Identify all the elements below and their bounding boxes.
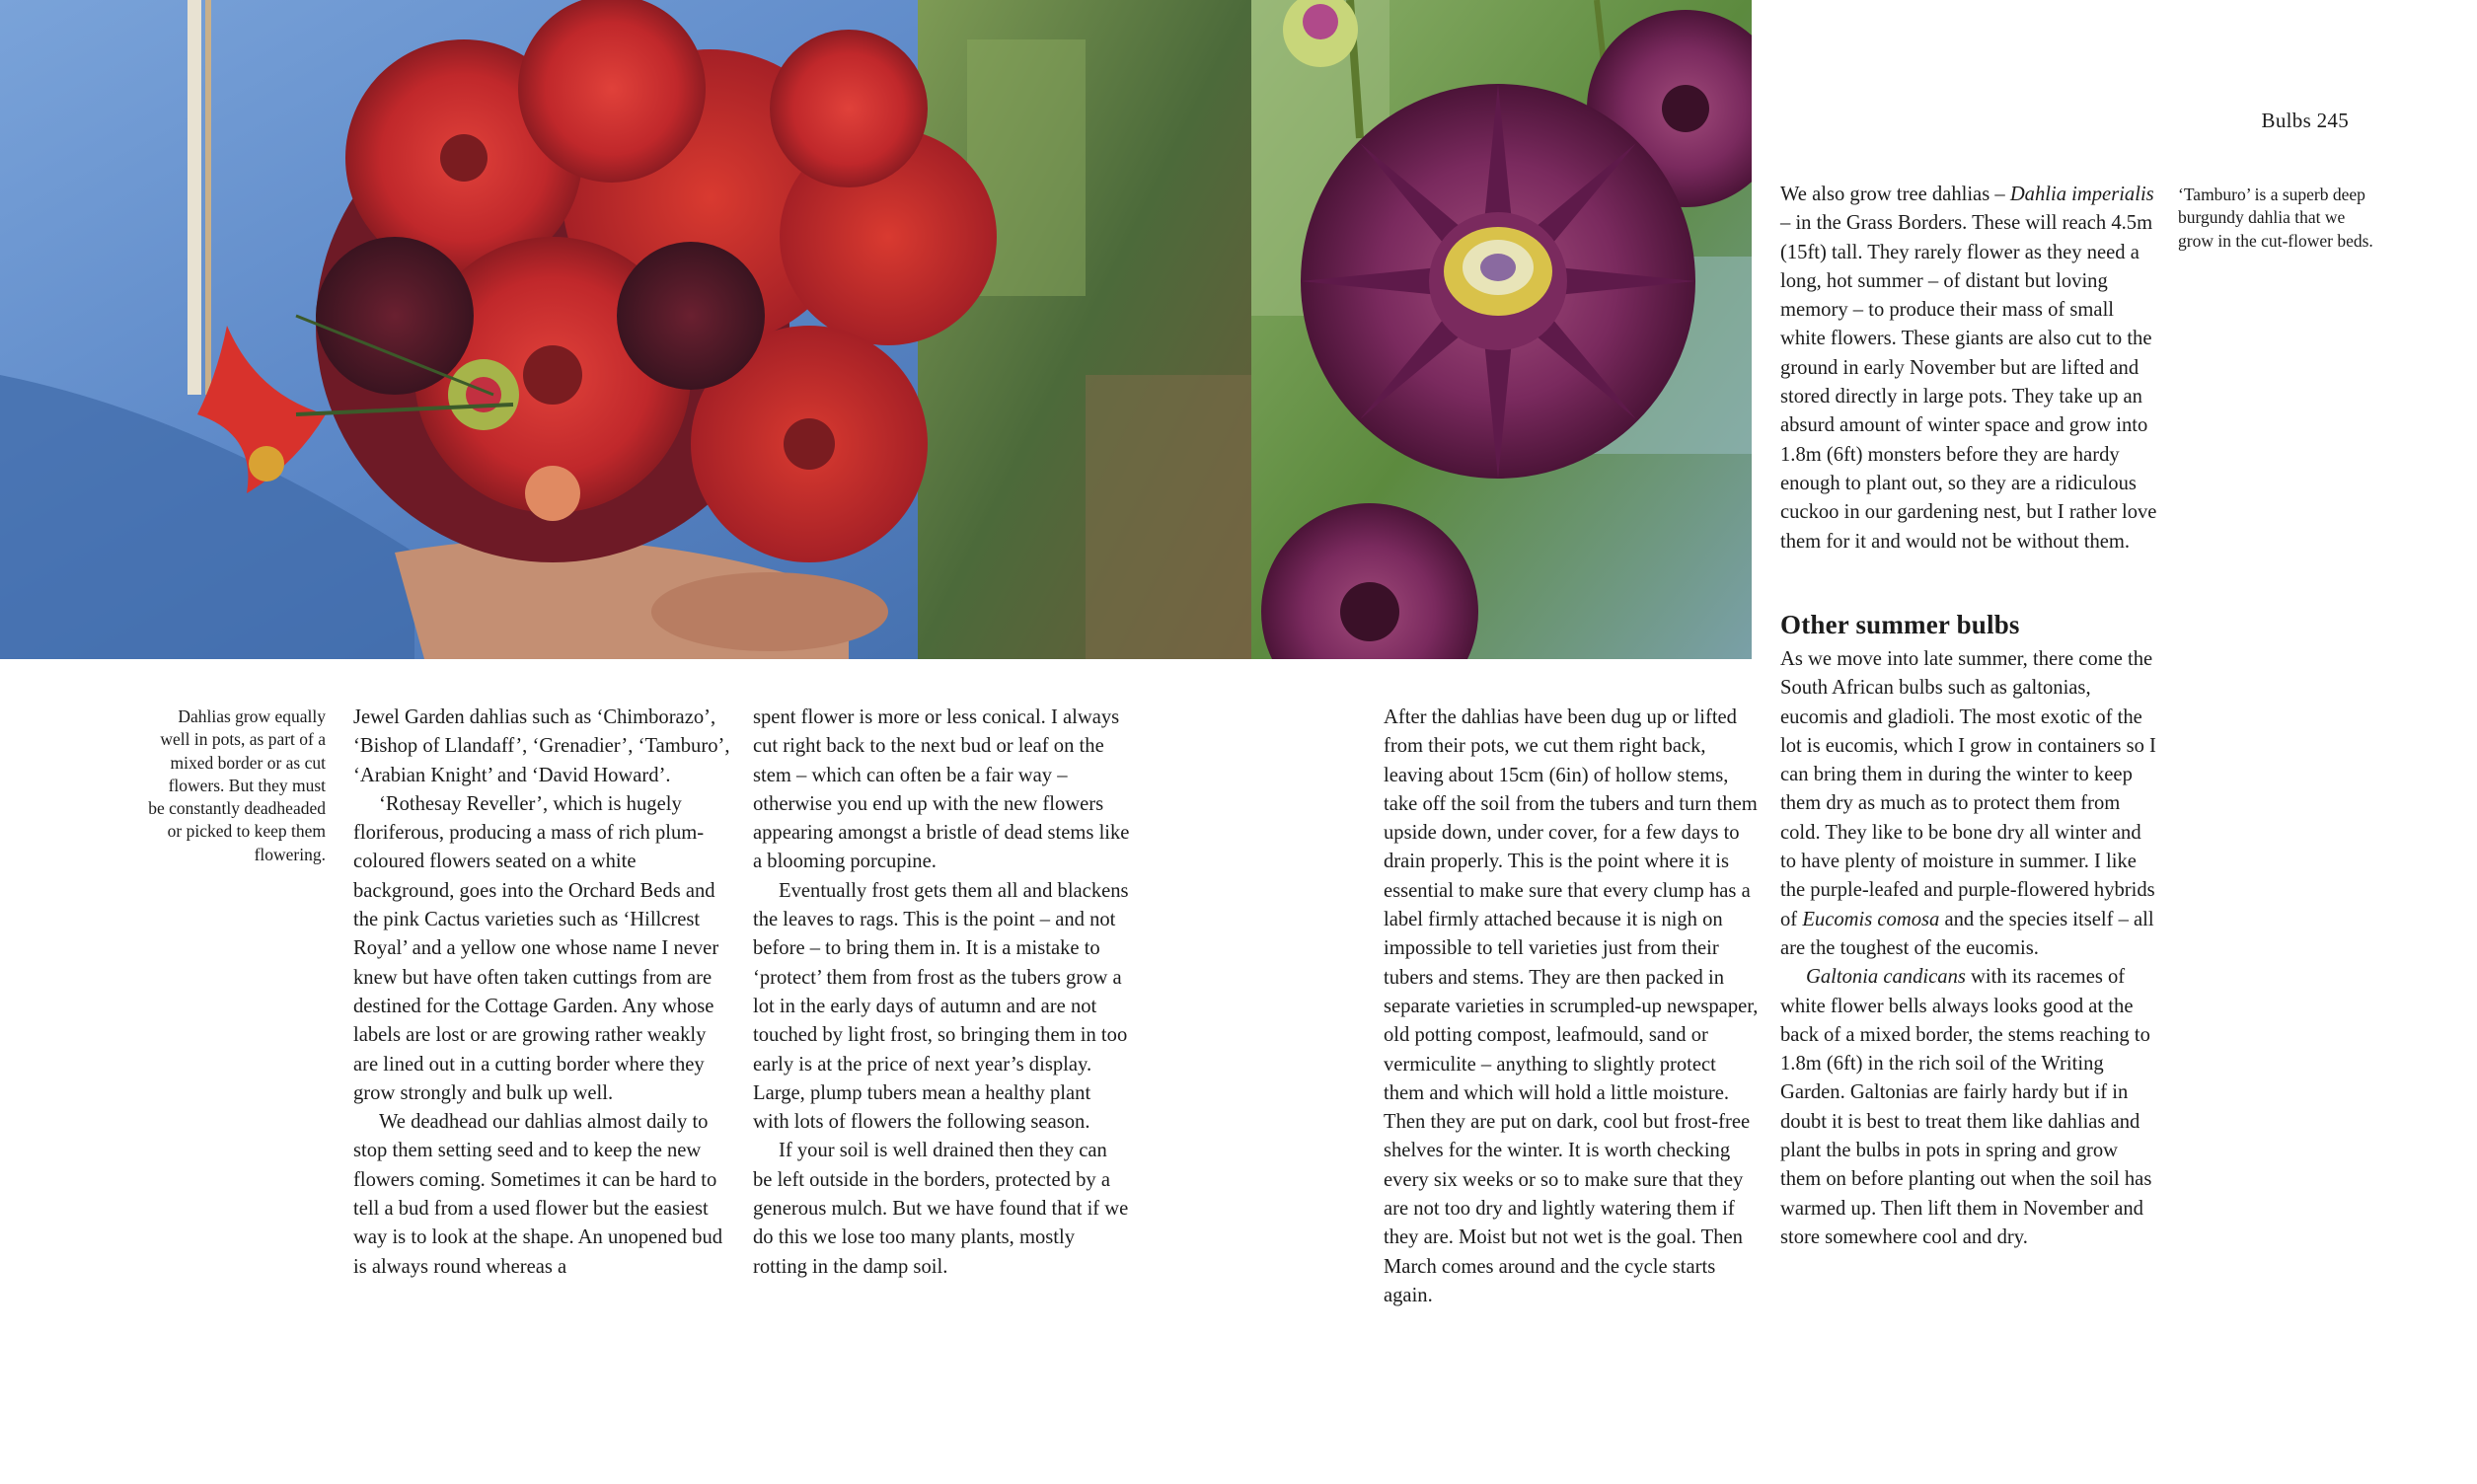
photo-red-dahlia-bouquet [0, 0, 1251, 659]
photo-burgundy-cactus-dahlia [1251, 0, 1752, 659]
paragraph: As we move into late summer, there come the South African bulbs such as galtonias, eucomis and gladioli. The most exotic of the lot is eucomis, which I grow in containers so I can bring them in during the winter to keep them dry as much as to protect them from cold. They like to be bone dry all winter and to have plenty of moisture in summer. I like the purple-leafed and purple-flowered hybrids of Eucomis comosa and the species itself – all are the toughest of the eucomis. [1780, 648, 2156, 959]
paragraph: Galtonia candicans with its racemes of white flower bells always looks good at the back of a mixed border, the stems reaching to 1.8m (6ft) in the rich soil of the Writing Garden. Galtonias are fairly hardy but if in doubt it is best to treat them like dahlias and plant the bulbs in pots in spring and grow them on before planting out when the soil has warmed up. Then lift them in November and store somewhere cool and dry. [1780, 966, 2152, 1248]
text-column-3 [1384, 704, 1761, 1310]
paragraph: If your soil is well drained then they can be left outside in the borders, protected by a generous mulch. But we have found that if we do this we lose too many plants, mostly rotting in the damp soil. [753, 1140, 1129, 1278]
paragraph: After the dahlias have been dug up or lifted from their pots, we cut them right back, leaving about 15cm (6in) of hollow stems, take off the soil from the tubers and turn them upside down, under cover, for a few days to drain properly. This is the point where it is essential to make sure that every clump has a label firmly attached because it is nigh on impossible to tell varieties just from their tubers and stems. They are then packed in separate varieties in scrumpled-up newspaper, old potting compost, leafmould, sand or vermiculite – anything to slightly protect them and which will hold a little moisture. Then they are put on dark, cool but frost-free shelves for the winter. It is worth checking every six weeks or so to make sure that they are not too dry and lightly watering them if they are. Moist but not wet is the goal. Then March comes around and the cycle starts again. [1384, 706, 1759, 1306]
text-column-2 [753, 704, 1130, 1282]
paragraph: ‘Rothesay Reveller’, which is hugely floriferous, producing a mass of rich plum-coloured flowers seated on a white background, goes into the Orchard Beds and the pink Cactus varieties such as ‘Hillcrest Royal’ and a yellow one whose name I never knew but have often taken cuttings from are destined for the Cottage Garden. Any whose labels are lost or are growing rather weakly are lined out in a cutting border where they grow strongly and bulk up well. [353, 792, 719, 1104]
paragraph: spent flower is more or less conical. I always cut right back to the next bud or leaf on the stem – which can often be a fair way – otherwise you end up with the new flowers appearing amongst a bristle of dead stems like a blooming porcupine. [753, 706, 1130, 873]
section-heading: Other summer bulbs [1780, 610, 2020, 639]
text-column-4 [1780, 181, 2157, 556]
paragraph: Jewel Garden dahlias such as ‘Chimborazo’, ‘Bishop of Llandaff’, ‘Grenadier’, ‘Tamburo’, ‘Arabian Knight’ and ‘David Howard’. [353, 706, 730, 786]
running-head: Bulbs 245 [2261, 109, 2349, 132]
red-dahlia-bouquet-photo-icon [0, 0, 1251, 659]
paragraph: We deadhead our dahlias almost daily to stop them setting seed and to keep the new flowers coming. Sometimes it can be hard to tell a bud from a used flower but the easiest way is to look at the shape. An unopened bud is always round whereas a [353, 1111, 723, 1278]
text-column-1 [353, 704, 730, 1282]
paragraph: Eventually frost gets them all and blackens the leaves to rags. This is the point – and not before – to bring them in. It is a mistake to ‘protect’ them from frost as the tubers grow a lot in the early days of autumn and are not touched by light frost, so bringing them in too early is at the price of next year’s display. Large, plump tubers mean a healthy plant with lots of flowers the following season. [753, 879, 1129, 1134]
caption-right: ‘Tamburo’ is a superb deep burgundy dahlia that we grow in the cut-flower beds. [2178, 185, 2373, 251]
text-column-4-continued [1780, 645, 2157, 1252]
paragraph: We also grow tree dahlias – Dahlia imperialis – in the Grass Borders. These will reach 4.5m (15ft) tall. They rarely flower as they need a long, hot summer – of distant but loving memory – to produce their mass of small white flowers. These giants are also cut to the ground in early November but are lifted and stored directly in large pots. They take up an absurd amount of winter space and grow into 1.8m (6ft) monsters before they are hardy enough to plant out, so they are a ridiculous cuckoo in our gardening nest, but I rather love them for it and would not be without them. [1780, 184, 2157, 553]
caption-left: Dahlias grow equally well in pots, as part of a mixed border or as cut flowers. But they must be constantly deadheaded or picked to keep them flowering. [148, 706, 326, 864]
burgundy-cactus-dahlia-photo-icon [1251, 0, 1752, 659]
